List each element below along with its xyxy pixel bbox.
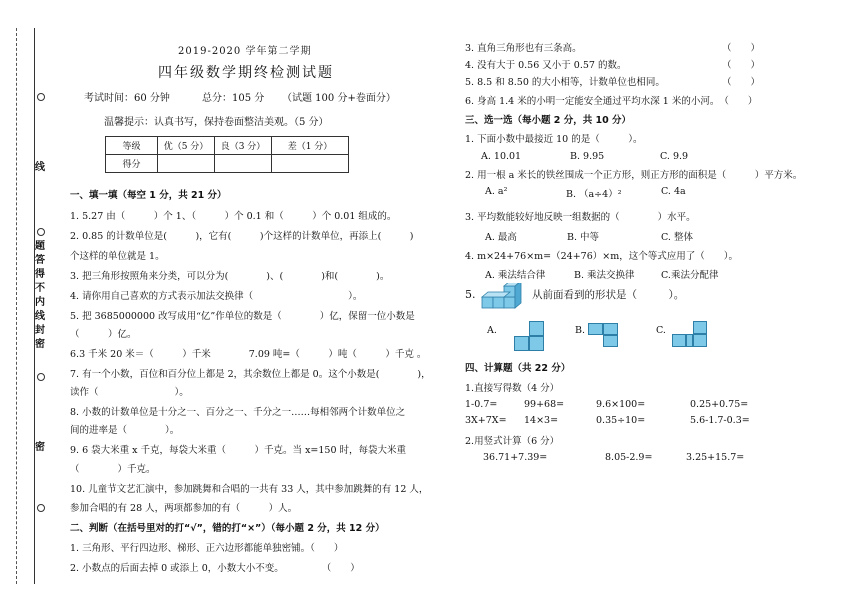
calc-item: 0.35÷10= bbox=[596, 415, 646, 426]
table-cell: 优（5 分） bbox=[158, 137, 215, 155]
option-label: A. bbox=[487, 325, 497, 336]
option: C. 9.9 bbox=[660, 151, 689, 162]
question: 6.3 千米 20 米＝（ ）千米 7.09 吨=（ ）吨（ ）千克 。 bbox=[70, 349, 427, 360]
seal-char: 得 bbox=[35, 269, 45, 280]
answer-parens: （ ） bbox=[722, 77, 761, 88]
question: 1. 三角形、平行四边形、梯形、正六边形都能单独密铺。（ ） bbox=[70, 543, 344, 554]
answer-parens: （ ） bbox=[722, 60, 761, 71]
seal-char: 不 bbox=[35, 283, 45, 294]
question: 3. 把三角形按照角来分类，可以分为( )、( )和( )。 bbox=[70, 271, 390, 282]
calc-item: 1-0.7= bbox=[465, 399, 498, 410]
binding-line-outer bbox=[16, 28, 17, 584]
option: C.乘法分配律 bbox=[661, 270, 719, 281]
score-entry-cell[interactable] bbox=[215, 155, 272, 173]
school-year: 2019-2020 学年第二学期 bbox=[178, 46, 312, 57]
option: B. 中等 bbox=[567, 232, 600, 243]
question: 5. 把 3685000000 改写成用“亿”作单位的数是（ ）亿，保留一位小数是 bbox=[70, 311, 415, 322]
question: 9. 6 袋大米重 x 千克，每袋大米重（ ）千克。当 x=150 时，每袋大米重 bbox=[70, 445, 407, 456]
question: 7. 有一个小数，百位和百分位上都是 2，其余数位上都是 0。这个小数是( )， bbox=[70, 369, 431, 380]
seal-char: 密 bbox=[35, 339, 45, 350]
block-figure-icon bbox=[480, 283, 526, 315]
question: 4. 没有大于 0.56 又小于 0.57 的数。 bbox=[465, 60, 627, 71]
calc-item: 14×3= bbox=[524, 415, 559, 426]
sub-title: 2.用竖式计算（6 分） bbox=[465, 436, 560, 447]
question: （ ）千克。 bbox=[70, 464, 156, 475]
question: 个这样的单位就是 1。 bbox=[70, 251, 165, 262]
table-cell: 得分 bbox=[106, 155, 158, 173]
question: 2. 小数点的后面去掉 0 或添上 0，小数大小不变。 （ ） bbox=[70, 563, 360, 574]
sub-title: 1.直接写得数（4 分） bbox=[465, 383, 560, 394]
question: 间的进率是（ ）。 bbox=[70, 425, 180, 436]
seal-char: 答 bbox=[35, 255, 45, 266]
question: 参加合唱的有 28 人，两项都参加的有（ ）人。 bbox=[70, 503, 298, 514]
section-1-title: 一、填一填（每空 1 分，共 21 分） bbox=[70, 190, 227, 201]
calc-item: 99+68= bbox=[524, 399, 565, 410]
binding-hole bbox=[37, 228, 45, 236]
question: 2. 用一根 a 米长的铁丝围成一个正方形，则正方形的面积是（ ）平方米。 bbox=[465, 170, 803, 181]
calc-item: 3.25+15.7= bbox=[686, 452, 745, 463]
seal-char: 内 bbox=[35, 297, 45, 308]
option: A. 10.01 bbox=[481, 151, 522, 162]
section-4-title: 四、计算题（共 22 分） bbox=[465, 363, 571, 374]
question: 读作（ ）。 bbox=[70, 387, 189, 398]
calc-item: 5.6-1.7-0.3= bbox=[690, 415, 750, 426]
score-entry-cell[interactable] bbox=[272, 155, 349, 173]
question: 1. 下面小数中最接近 10 的是（ ）。 bbox=[465, 134, 643, 145]
option: C. 整体 bbox=[661, 232, 693, 243]
exam-score: 总分：105 分 bbox=[202, 93, 265, 104]
question-number: 5. bbox=[465, 288, 476, 301]
table-cell: 差（1 分） bbox=[272, 137, 349, 155]
calc-item: 9.6×100= bbox=[596, 399, 646, 410]
question: 5. 8.5 和 8.50 的大小相等，计数单位也相同。 bbox=[465, 77, 665, 88]
seal-char: 线 bbox=[35, 162, 45, 173]
question: 4. m×24+76×m=（24+76）×m，这个等式应用了（ ）。 bbox=[465, 251, 738, 262]
question: 10. 儿童节文艺汇演中，参加跳舞和合唱的一共有 33 人，其中参加跳舞的有 12 人， bbox=[70, 484, 429, 495]
table-cell: 良（3 分） bbox=[215, 137, 272, 155]
seal-char: 题 bbox=[35, 241, 45, 252]
calc-item: 8.05-2.9= bbox=[605, 452, 653, 463]
tip-text: 温馨提示：认真书写，保持卷面整洁美观。（5 分） bbox=[104, 117, 329, 128]
option: A. a² bbox=[485, 186, 508, 197]
calc-item: 0.25+0.75= bbox=[690, 399, 749, 410]
binding-hole bbox=[37, 373, 45, 381]
option-label: C. bbox=[656, 325, 666, 336]
question: 3. 平均数能较好地反映一组数据的（ ）水平。 bbox=[465, 212, 696, 223]
question: 1. 5.27 由（ ）个 1、（ ）个 0.1 和（ ）个 0.01 组成的。 bbox=[70, 211, 397, 222]
question: 4. 请你用自己喜欢的方式表示加法交换律（ ）。 bbox=[70, 291, 363, 302]
section-2-title: 二、判断（在括号里对的打“√”，错的打“×”）（每小题 2 分，共 12 分） bbox=[70, 523, 385, 534]
section-3-title: 三、选一选（每小题 2 分，共 10 分） bbox=[465, 115, 632, 126]
question: （ ）亿。 bbox=[70, 329, 137, 340]
answer-parens: （ ） bbox=[722, 43, 761, 54]
question: 3. 直角三角形也有三条高。 bbox=[465, 43, 582, 54]
seal-char: 封 bbox=[35, 325, 45, 336]
score-entry-cell[interactable] bbox=[158, 155, 215, 173]
option: B. （a÷4）² bbox=[566, 189, 622, 200]
seal-char: 密 bbox=[35, 442, 45, 453]
option: A. 乘法结合律 bbox=[485, 270, 546, 281]
calc-item: 36.71+7.39= bbox=[483, 452, 548, 463]
exam-time: 考试时间：60 分钟 bbox=[84, 93, 170, 104]
score-note: （试题 100 分+卷面分） bbox=[282, 93, 396, 104]
binding-hole bbox=[37, 93, 45, 101]
calc-item: 3X+7X= bbox=[465, 415, 507, 426]
option: B. 9.95 bbox=[570, 151, 605, 162]
question: 2. 0.85 的计数单位是( )，它有( )个这样的计数单位，再添上( ) bbox=[70, 231, 414, 242]
option: B. 乘法交换律 bbox=[574, 270, 635, 281]
grade-table bbox=[105, 136, 349, 173]
seal-char: 线 bbox=[35, 311, 45, 322]
table-row bbox=[106, 137, 349, 155]
table-cell: 等级 bbox=[106, 137, 158, 155]
option: A. 最高 bbox=[485, 232, 517, 243]
question: 6. 身高 1.4 米的小明一定能安全通过平均水深 1 米的小河。 （ ） bbox=[465, 96, 758, 107]
exam-title: 四年级数学期终检测试题 bbox=[158, 65, 334, 81]
question: 从前面看到的形状是（ ）。 bbox=[532, 289, 685, 301]
table-row bbox=[106, 155, 349, 173]
option-label: B. bbox=[575, 325, 586, 336]
question: 8. 小数的计数单位是十分之一、百分之一、千分之一……每相邻两个计数单位之 bbox=[70, 407, 406, 418]
option: C. 4a bbox=[661, 186, 686, 197]
binding-hole bbox=[37, 504, 45, 512]
